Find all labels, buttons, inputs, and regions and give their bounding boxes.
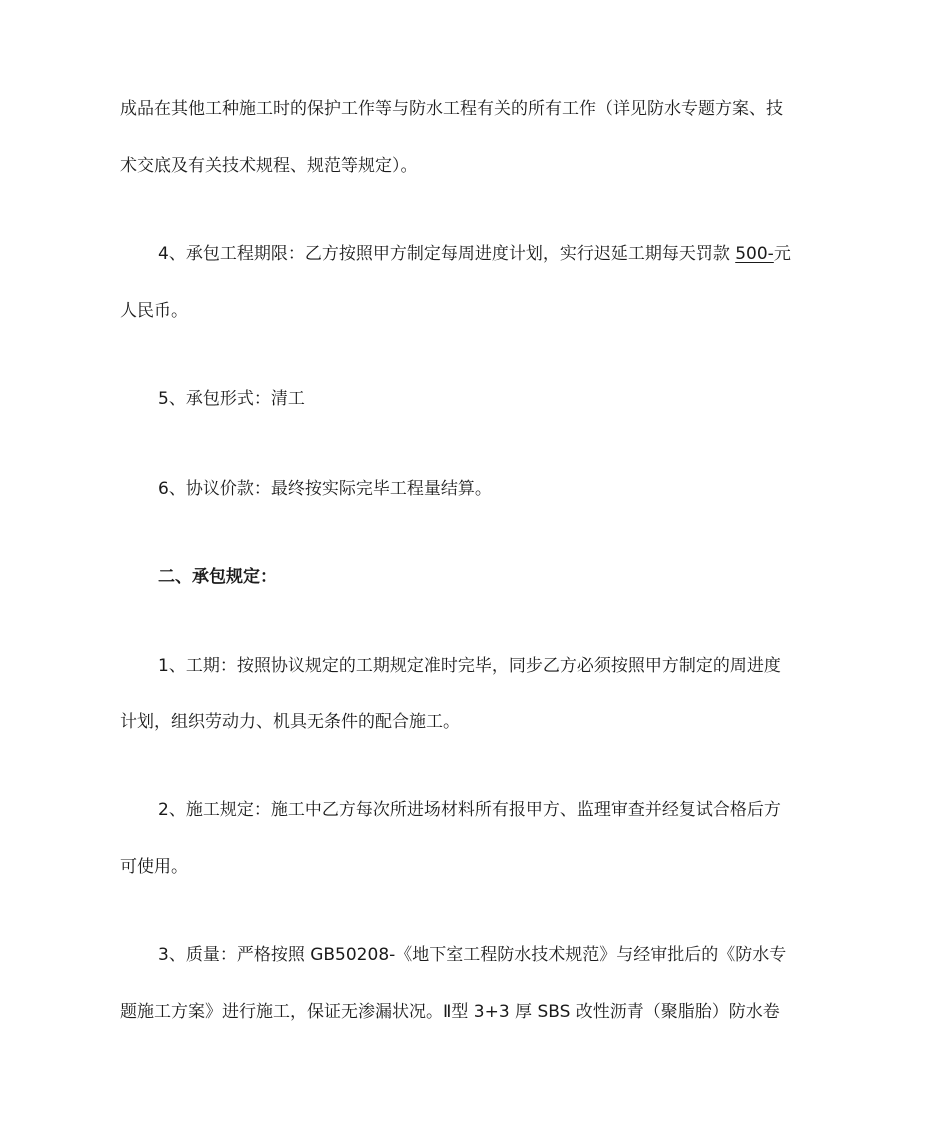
rule-3-line-1: 3、质量：严格按照 GB50208-《地下室工程防水技术规范》与经审批后的《防水专	[158, 945, 787, 965]
rule-3-line-2: 题施工方案》进行施工，保证无渗漏状况。Ⅱ型 3+3 厚 SBS 改性沥青（聚脂胎）防水卷	[120, 1002, 780, 1022]
rule-2-line-1: 2、施工规定：施工中乙方每次所进场材料所有报甲方、监理审查并经复试合格后方	[158, 800, 781, 820]
item-4-suffix: 元	[773, 244, 791, 264]
paragraph-intro-line-1: 成品在其他工种施工时的保护工作等与防水工程有关的所有工作（详见防水专题方案、技	[120, 99, 783, 119]
rule-1-line-2: 计划，组织劳动力、机具无条件的配合施工。	[120, 712, 460, 732]
item-4-line-2: 人民币。	[120, 301, 188, 321]
section-2-heading: 二、承包规定：	[158, 567, 277, 587]
penalty-amount: 500-	[735, 244, 774, 264]
paragraph-intro-line-2: 术交底及有关技术规程、规范等规定）。	[120, 156, 418, 176]
item-6: 6、协议价款：最终按实际完毕工程量结算。	[158, 479, 492, 499]
rule-2-line-2: 可使用。	[120, 857, 188, 877]
item-5: 5、承包形式：清工	[158, 389, 305, 409]
rule-1-line-1: 1、工期：按照协议规定的工期规定准时完毕，同步乙方必须按照甲方制定的周进度	[158, 656, 781, 676]
item-4-prefix: 4、承包工程期限：乙方按照甲方制定每周进度计划，实行迟延工期每天罚款	[158, 244, 736, 264]
item-4-line-1	[0, 242, 950, 266]
